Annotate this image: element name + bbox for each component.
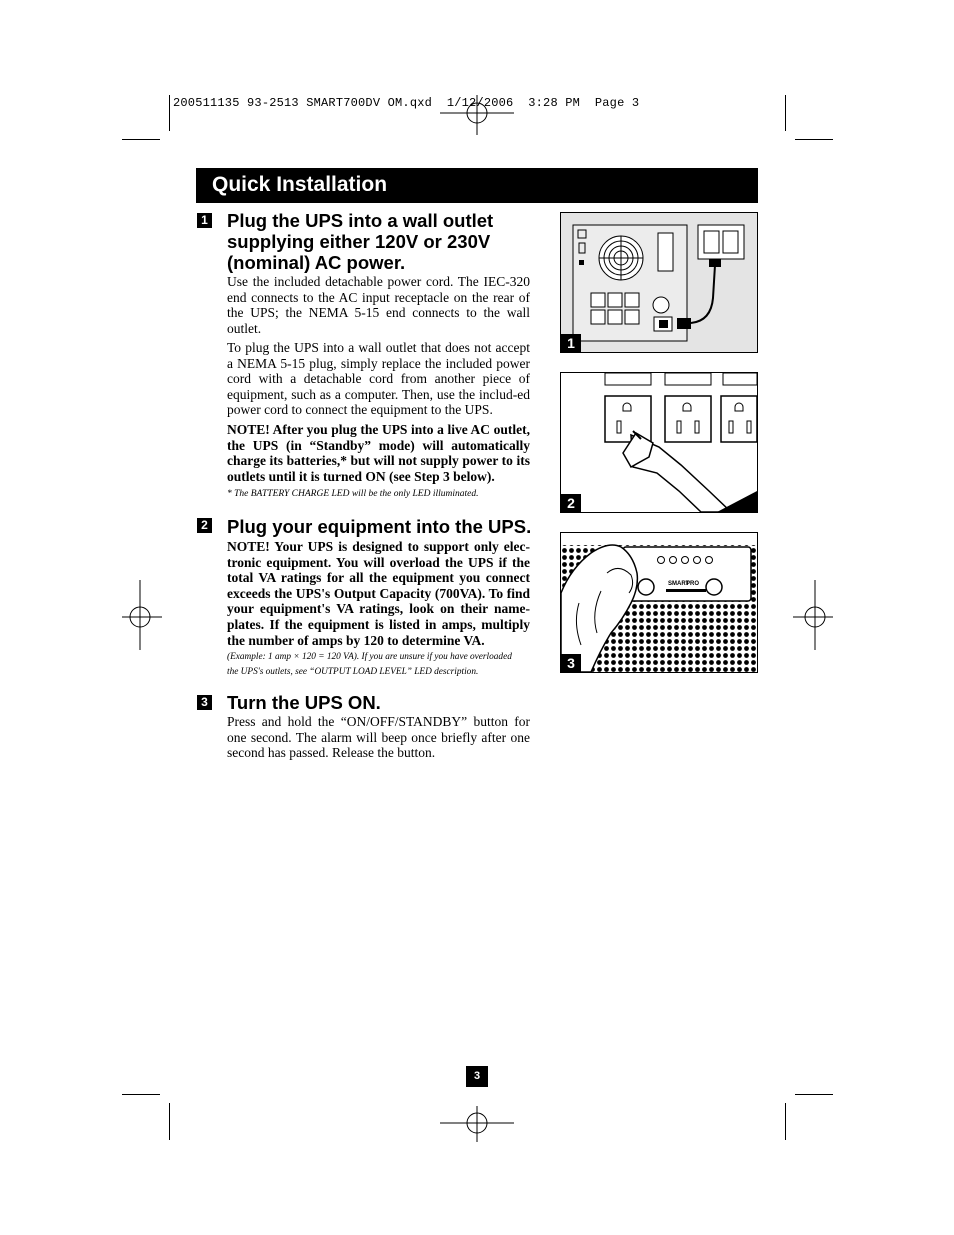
panel-brand-bottom: PRO xyxy=(686,581,700,587)
panel-brand-top: SMART xyxy=(668,581,690,587)
page-number: 3 xyxy=(466,1066,488,1087)
section-title: Quick Installation xyxy=(212,173,388,196)
step-1-heading-line-2: supplying either 120V or 230V xyxy=(227,231,491,252)
step-3-number: 3 xyxy=(197,695,212,710)
figure-1 xyxy=(560,212,758,353)
ups-rear-panel-illustration xyxy=(561,213,757,352)
step-1-footnote: * The BATTERY CHARGE LED will be the only LED illuminated. xyxy=(227,489,479,499)
press-power-button-illustration xyxy=(561,533,757,672)
figure-1-number: 1 xyxy=(561,334,581,352)
step-2-number: 2 xyxy=(197,518,212,533)
registration-mark-left xyxy=(118,580,162,650)
step-1-heading-line-1: Plug the UPS into a wall outlet xyxy=(227,210,494,231)
figure-2 xyxy=(560,372,758,513)
step-1-paragraph-2: To plug the UPS into a wall outlet that does not accept a NEMA 5-15 plug, simply replace the included power cord with a detachable cord from another piece of equipment, such as a computer. Then, use the includ-ed power cord to connect the equipment to the UPS. xyxy=(227,340,530,418)
step-1-number: 1 xyxy=(197,213,212,228)
step-3-heading: Turn the UPS ON. xyxy=(227,692,381,713)
registration-mark-bottom xyxy=(440,1106,514,1142)
step-1-paragraph-1: Use the included detachable power cord. The IEC-320 end connects to the AC input receptacle on the rear of the UPS; the NEMA 5-15 end connects to the wall outlet. xyxy=(227,274,530,336)
step-3-paragraph: Press and hold the “ON/OFF/STANDBY” button for one second. The alarm will beep once briefly after one second has passed. Release the button. xyxy=(227,714,530,761)
registration-mark-right xyxy=(793,580,837,650)
step-1-heading xyxy=(227,210,547,273)
section-banner xyxy=(196,168,758,203)
step-2-example-line-2: the UPS's outlets, see “OUTPUT LOAD LEVEL” LED description. xyxy=(227,667,479,677)
step-2-example-line-1: (Example: 1 amp × 120 = 120 VA). If you are unsure if you have overloaded xyxy=(227,652,512,662)
step-2-note: NOTE! Your UPS is designed to support only elec-tronic equipment. You will overload the UPS if the total VA ratings for all the equipment you connect exceeds the UPS's Output Capacity (700VA). To find your equipment's VA ratings, look on their name-plates. If the equipment is listed in amps, multiply the number of amps by 120 to determine VA. xyxy=(227,539,530,648)
registration-mark-top xyxy=(440,95,514,135)
step-1-heading-line-3: (nominal) AC power. xyxy=(227,252,406,273)
figure-3 xyxy=(560,532,758,673)
print-slug: 200511135 93-2513 SMART700DV OM.qxd 1/12/2006 3:28 PM Page 3 xyxy=(173,96,640,110)
figure-3-number: 3 xyxy=(561,654,581,672)
step-1-note: NOTE! After you plug the UPS into a live AC outlet, the UPS (in “Standby” mode) will automatically charge its batteries,* but will not supply power to its outlets until it is turned ON (see Step 3 below). xyxy=(227,422,530,484)
plug-into-outlets-illustration xyxy=(561,373,757,512)
figure-2-number: 2 xyxy=(561,494,581,512)
step-2-heading: Plug your equipment into the UPS. xyxy=(227,516,532,537)
